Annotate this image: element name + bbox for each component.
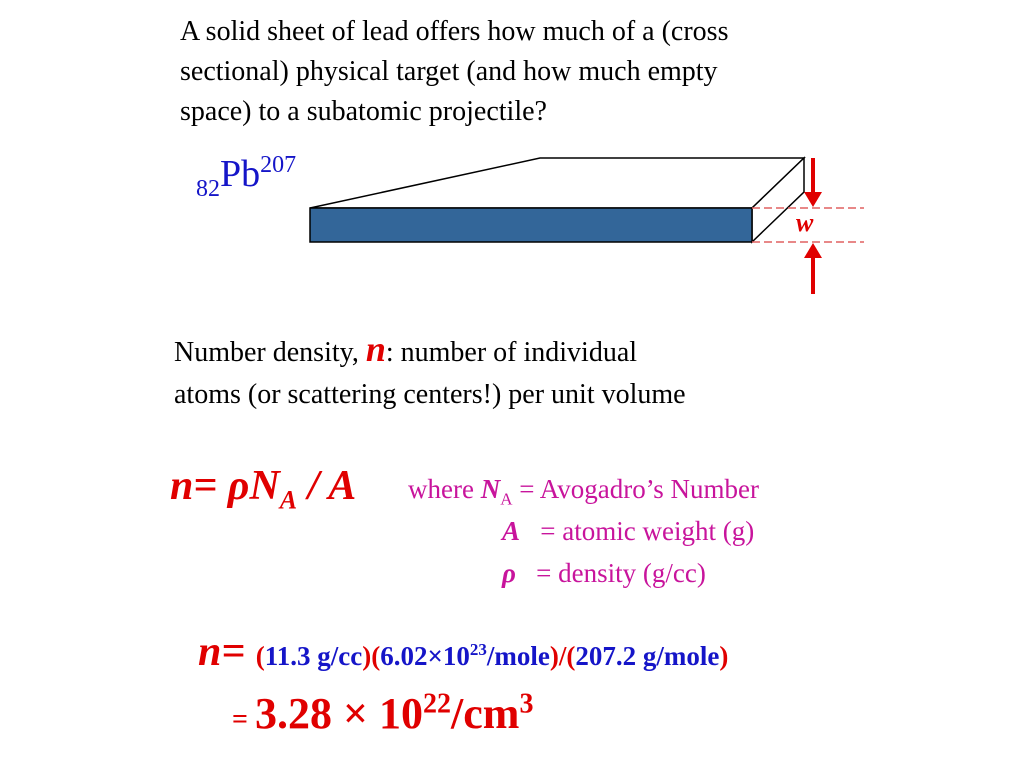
calc-divide: )/( [549, 641, 576, 671]
number-density-definition [174, 328, 686, 416]
mass-number: 207 [260, 152, 297, 178]
calc-per-mole: /mole [486, 641, 550, 671]
a-text: = atomic weight (g) [520, 516, 755, 546]
formula-n: n [170, 463, 194, 509]
calc-avogadro-exp: 23 [469, 640, 487, 659]
na-N: N [480, 474, 501, 504]
nd-line-2: atoms (or scattering centers!) per unit volume [174, 379, 686, 410]
avogadro-definition [408, 474, 759, 509]
element-symbol: Pb [220, 153, 261, 195]
question-line-2: sectional) physical target (and how much empty [180, 56, 718, 87]
question-line-1: A solid sheet of lead offers how much of a (cross [180, 16, 729, 47]
nd-symbol: n [365, 329, 386, 369]
calc-close-3: ) [719, 641, 729, 671]
nd-prefix: Number density, [174, 337, 366, 368]
formula-N: N [249, 463, 280, 509]
atomic-number: 82 [196, 176, 220, 202]
result-line [232, 688, 533, 739]
number-density-formula [170, 462, 356, 515]
calc-close-open: )( [362, 641, 381, 671]
arrow-up-head [804, 243, 822, 258]
result-eq: = [232, 704, 255, 735]
calc-eq: = [221, 629, 256, 675]
result-exp: 22 [423, 688, 452, 720]
na-text: = Avogadro’s Number [512, 474, 759, 504]
width-label: w [796, 208, 814, 237]
calc-atomic-weight: 207.2 g/mole [575, 641, 720, 671]
rho-symbol: ρ [502, 558, 516, 588]
formula-sub-A: A [279, 485, 298, 515]
slab-front-face [310, 208, 752, 242]
formula-rho: ρ [227, 463, 250, 509]
result-unit-exp: 3 [519, 688, 534, 720]
result-value: 3.28 × 10 [254, 689, 424, 738]
na-sub: A [500, 489, 513, 509]
question-line-3: space) to a subatomic projectile? [180, 96, 547, 127]
atomic-weight-definition [502, 516, 754, 547]
formula-eq: = [193, 463, 228, 509]
calc-n: n [198, 629, 222, 675]
calc-avogadro: 6.02×10 [380, 641, 470, 671]
nd-line1-rest: : number of individual [385, 337, 638, 368]
where-word: where [408, 474, 481, 504]
density-definition [502, 558, 706, 589]
calculation-line [198, 628, 728, 676]
formula-slash-A: / A [297, 463, 357, 509]
slab-top-face [310, 158, 804, 208]
arrow-down-head [804, 192, 822, 207]
a-symbol: A [502, 516, 521, 546]
calc-open-1: ( [255, 641, 265, 671]
calc-density: 11.3 g/cc [264, 641, 363, 671]
rho-text: = density (g/cc) [515, 558, 706, 588]
result-unit: /cm [451, 689, 520, 738]
